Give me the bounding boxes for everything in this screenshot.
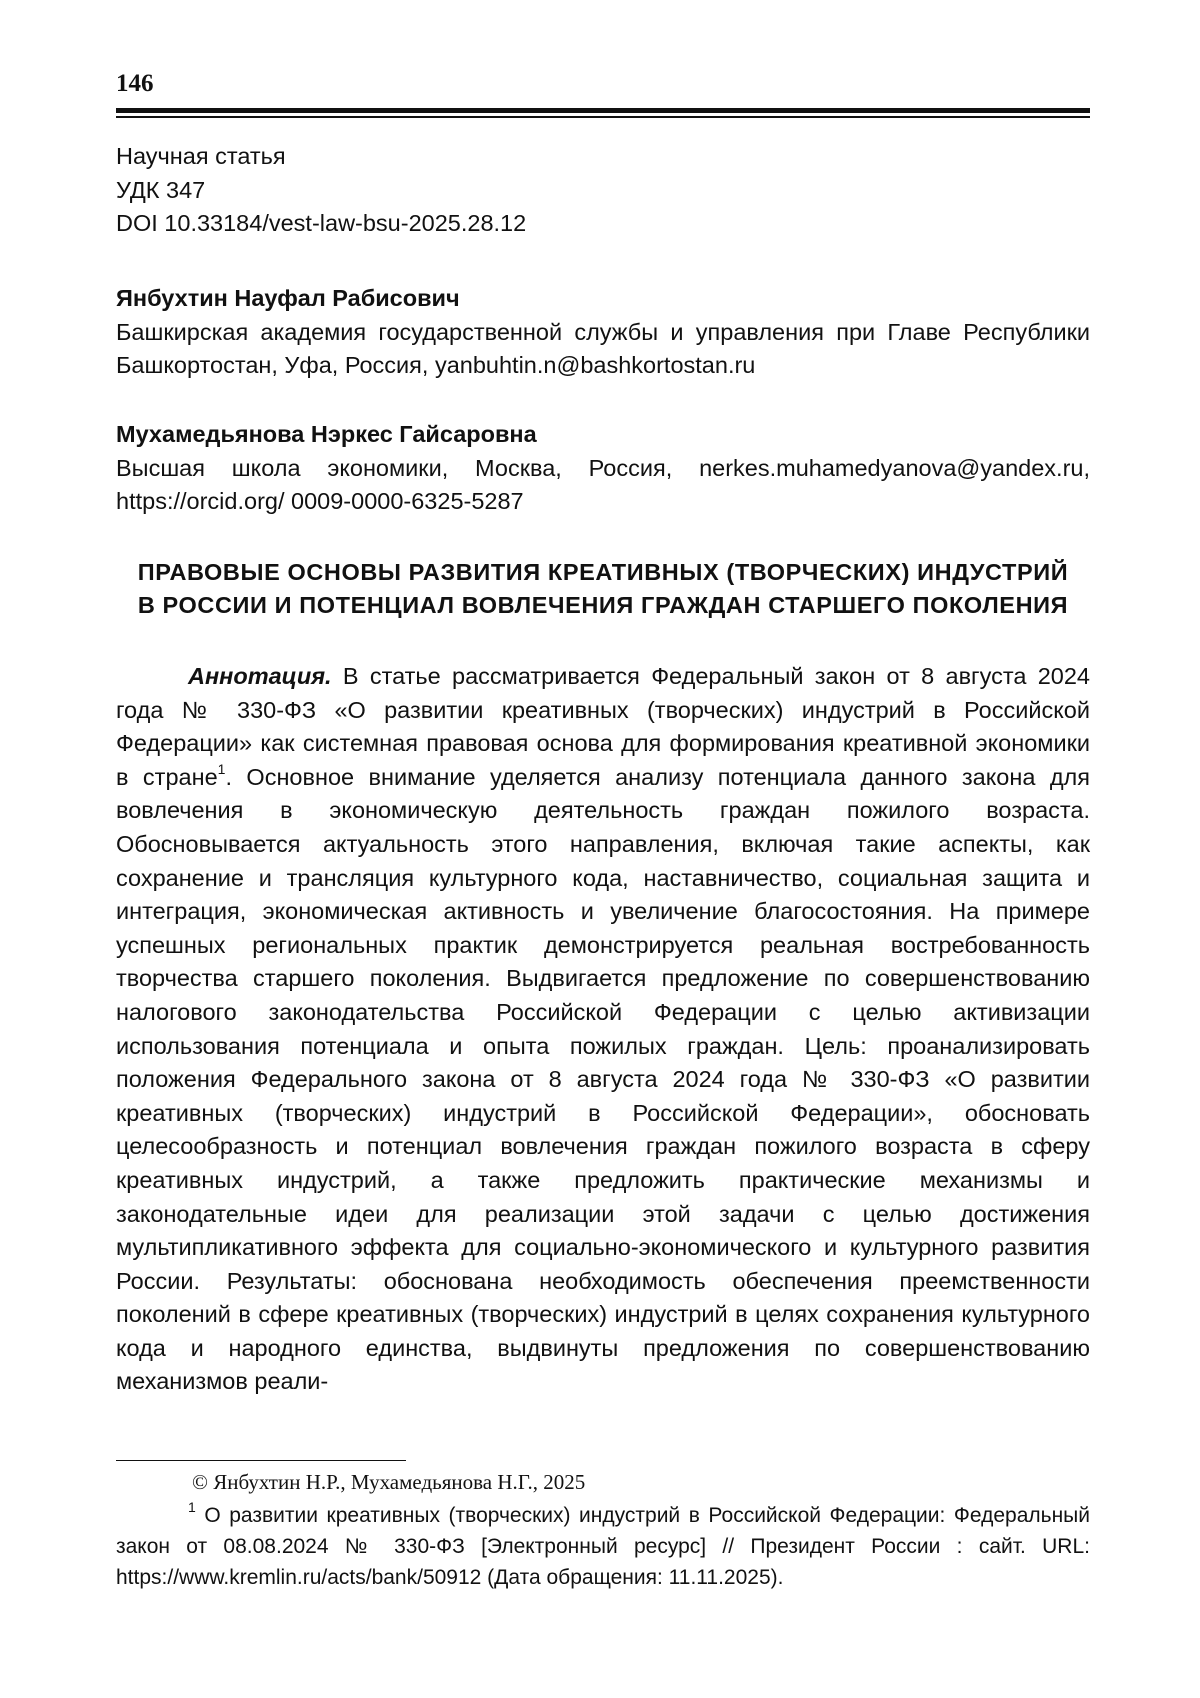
abstract-text: В статье рассматривается Федеральный закон от 8 августа 2024 года № 330-ФЗ «О развитии креативных (творческих) индустрий в Российской Федерации» как системная правовая основа для формирования креативной экономики в стране [116,663,1090,790]
copyright-notice: © Янбухтин Н.Р., Мухамедьянова Н.Г., 2025 [192,1470,586,1494]
article-title-line-2: В РОССИИ И ПОТЕНЦИАЛ ВОВЛЕЧЕНИЯ ГРАЖДАН СТАРШЕГО ПОКОЛЕНИЯ [137,592,1069,618]
abstract-label: Аннотация. [188,663,332,689]
author-affiliation: Высшая школа экономики, Москва, Россия, nerkes.muhamedyanova@yandex.ru, https://orcid.org/ 0009-0000-6325-5287 [116,454,1090,514]
footnote [116,1500,1090,1593]
footnote-number: 1 [188,1499,196,1515]
footnote-reference[interactable]: 1 [217,760,226,777]
author-block-2 [116,418,1090,519]
abstract-text-continued: . Основное внимание уделяется анализу потенциала данного закона для вовлечения в экономическую деятельность граждан пожилого возраста. Обосновывается актуальность этого направления, включая такие аспекты, как сохранение и трансляция культурного кода, наставничество, социальная защита и интеграция, экономическая активность и увеличение благосостояния. На примере успешных региональных практик демонстрируется реальная востребованность творчества старшего поколения. Выдвигается предложение по совершенствованию налогового законодательства Российской Федерации с целью активизации использования потенциала и опыта пожилых граждан. Цель: проанализировать положения Федерального закона от 8 августа 2024 года № 330-ФЗ «О развитии креативных (творческих) индустрий в Российской Федерации», обосновать целесообразность и потенциал вовлечения граждан пожилого возраста в сферу креативных индустрий, а также предложить практические механизмы и законодательные идеи для реализации этой задачи с целью достижения мультипликативного эффекта для социально-экономического и культурного развития России. Результаты: обоснована необходимость обеспечения преемственности поколений в сфере креативных (творческих) индустрий в целях сохранения культурного кода и народного единства, выдвинуты предложения по совершенствованию механизмов реали- [116,763,1090,1395]
footnote-separator [116,1460,406,1461]
article-meta [116,140,1090,241]
header-rule-thick [116,108,1090,113]
author-name: Мухамедьянова Нэркес Гайсаровна [116,421,537,447]
author-affiliation: Башкирская академия государственной службы и управления при Главе Республики Башкортостан, Уфа, Россия, yanbuhtin.n@bashkortostan.ru [116,318,1090,378]
header-rule-thin [116,116,1090,118]
udk-code: УДК 347 [116,176,206,203]
article-title-line-1: ПРАВОВЫЕ ОСНОВЫ РАЗВИТИЯ КРЕАТИВНЫХ (ТВОРЧЕСКИХ) ИНДУСТРИЙ [137,559,1069,585]
page-number: 146 [116,70,154,97]
footnote-text: О развитии креативных (творческих) индустрий в Российской Федерации: Федеральный закон от 08.08.2024 № 330-ФЗ [Электронный ресурс] // Президент России : сайт. URL: https://www.kremlin.ru/acts/bank/50912 (Дата обращения: 11.11.2025). [116,1504,1090,1589]
doi: DOI 10.33184/vest-law-bsu-2025.28.12 [116,210,527,236]
abstract [116,660,1090,1399]
author-block-1 [116,282,1090,383]
article-type: Научная статья [116,143,286,169]
article-title [116,556,1090,622]
author-name: Янбухтин Науфал Рабисович [116,285,460,311]
